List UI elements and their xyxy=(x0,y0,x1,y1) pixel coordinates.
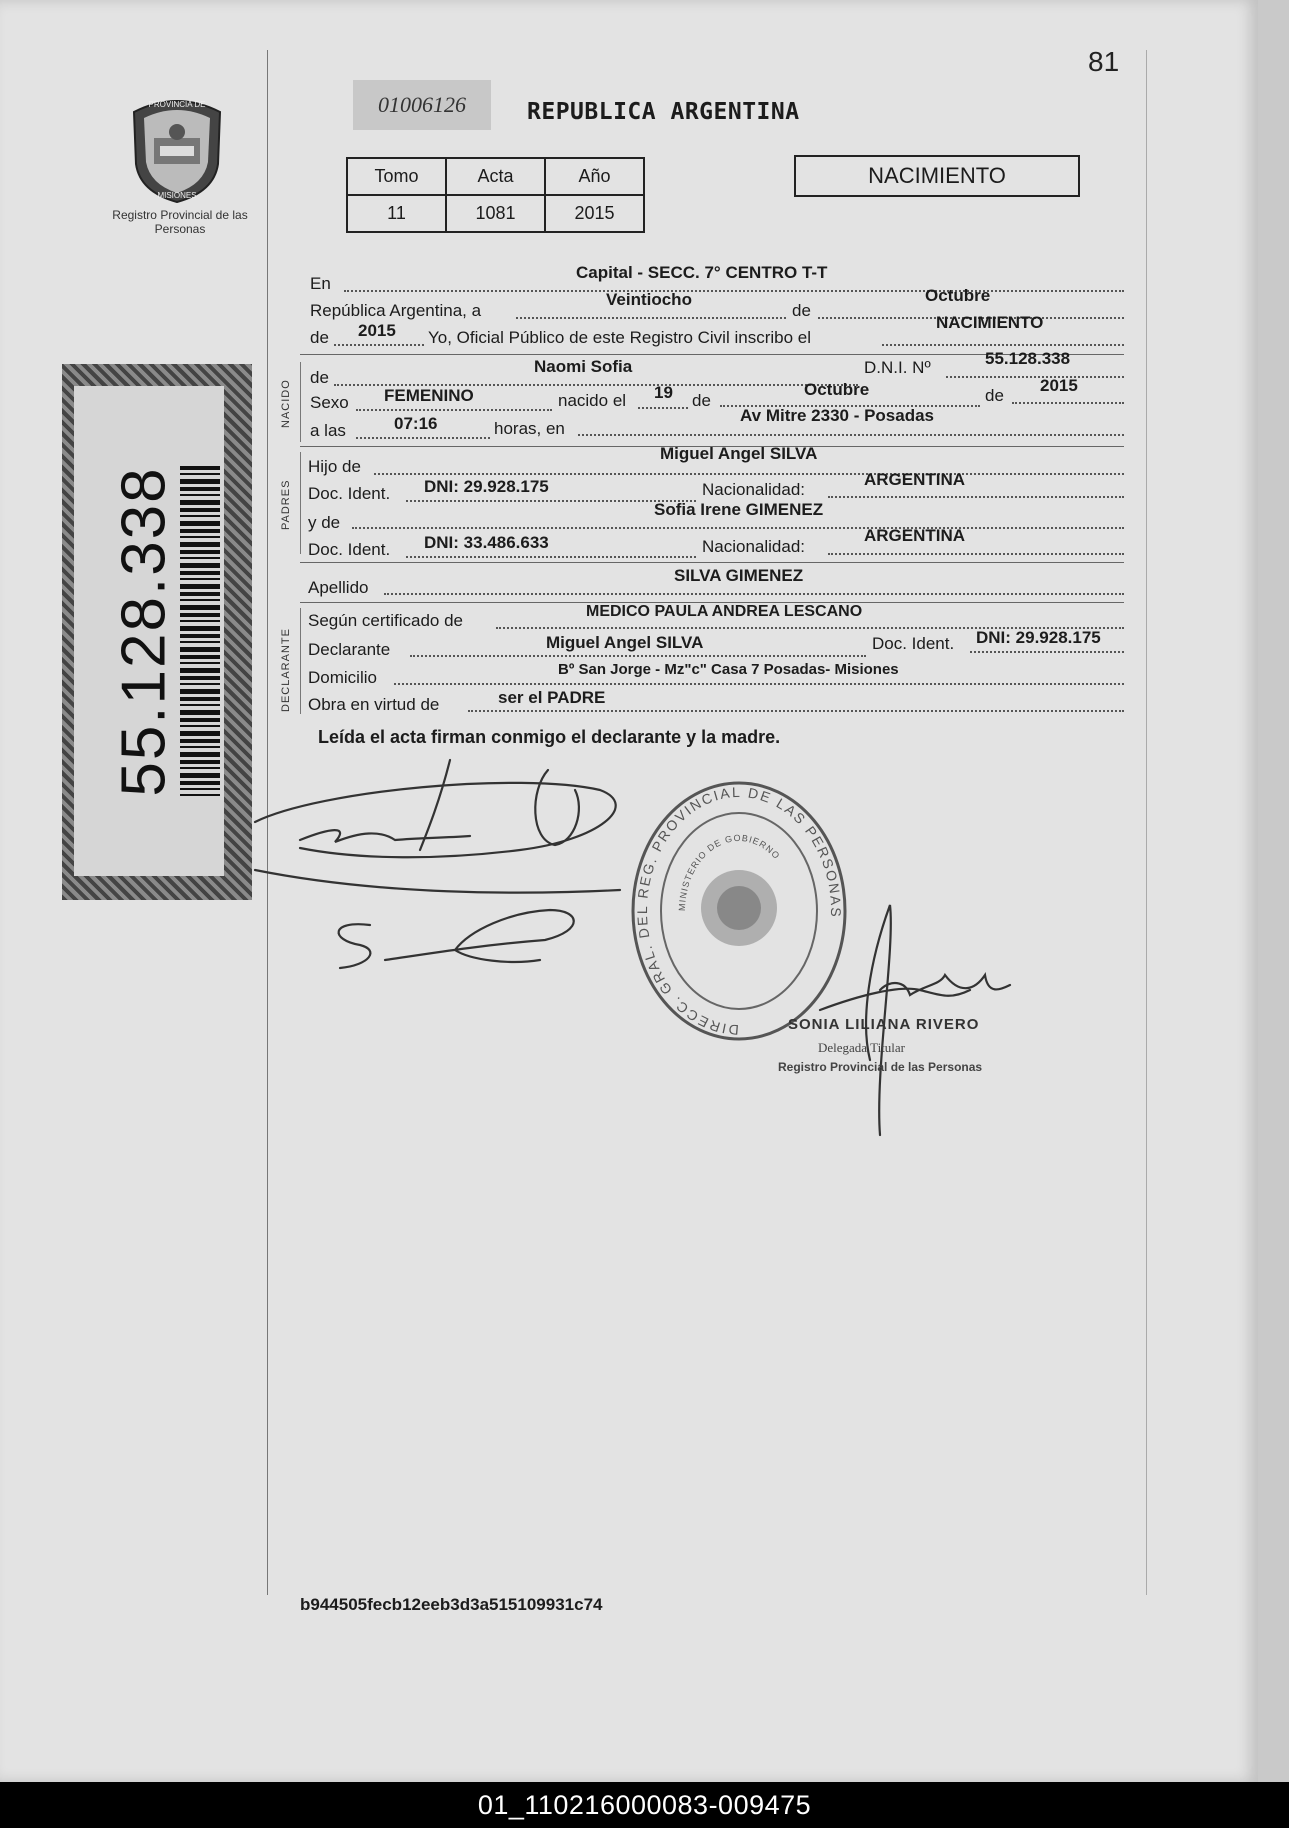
nacionalidad2-label: Nacionalidad: xyxy=(702,537,806,556)
signer-registry: Registro Provincial de las Personas xyxy=(778,1060,983,1074)
official-seal xyxy=(630,780,848,1042)
horas-label: horas, en xyxy=(494,419,565,438)
barcode-number: 55.128.338 xyxy=(109,466,179,797)
anio-value: 2015 xyxy=(358,321,396,340)
en-value: Capital - SECC. 7° CENTRO T-T xyxy=(576,263,828,282)
nacido-anio: 2015 xyxy=(1040,376,1078,395)
docident2-label: Doc. Ident. xyxy=(308,540,391,559)
yde-label: y de xyxy=(308,513,341,532)
obra-value: ser el PADRE xyxy=(498,688,606,707)
lugar-value: Av Mitre 2330 - Posadas xyxy=(740,406,935,425)
nacido-mes: Octubre xyxy=(804,380,870,399)
declarante-label: Declarante xyxy=(308,640,391,659)
anio-value: 2015 xyxy=(545,195,644,232)
anio-header: Año xyxy=(545,158,644,195)
document-hash: b944505fecb12eeb3d3a515109931c74 xyxy=(300,1595,603,1614)
de5-label: de xyxy=(985,386,1004,405)
alas-label: a las xyxy=(310,421,346,440)
section-label-padres: PADRES xyxy=(280,479,292,530)
docident3-label: Doc. Ident. xyxy=(872,634,955,653)
closing-statement: Leída el acta firman conmigo el declarante y la madre. xyxy=(318,727,781,747)
logo-caption: Registro Provincial de las Personas xyxy=(112,208,248,236)
de-label: de xyxy=(792,301,811,320)
nacido-label: nacido el xyxy=(558,391,627,410)
hora-value: 07:16 xyxy=(394,414,438,433)
signer-name: SONIA LILIANA RIVERO xyxy=(788,1016,980,1033)
image-id-bar: 01_110216000083-009475 xyxy=(0,1782,1289,1828)
apellido-value: SILVA GIMENEZ xyxy=(674,566,804,585)
document-title: REPUBLICA ARGENTINA xyxy=(527,99,800,125)
record-type-box: NACIMIENTO xyxy=(794,155,1080,197)
acta-value: 1081 xyxy=(446,195,545,232)
de3-label: de xyxy=(310,368,329,387)
padre-nac: ARGENTINA xyxy=(864,470,966,489)
obra-label: Obra en virtud de xyxy=(308,695,440,714)
de2-label: de xyxy=(310,328,329,347)
svg-text:MINISTERIO DE GOBIERNO: MINISTERIO DE GOBIERNO xyxy=(676,832,783,912)
mes-value: Octubre xyxy=(925,286,991,305)
madre-nac: ARGENTINA xyxy=(864,526,966,545)
tomo-header: Tomo xyxy=(347,158,446,195)
declarante-value: Miguel Angel SILVA xyxy=(546,633,704,652)
nacionalidad-label: Nacionalidad: xyxy=(702,480,806,499)
certificado-label: Según certificado de xyxy=(308,611,463,630)
sexo-value: FEMENINO xyxy=(384,386,474,405)
nacido-dia: 19 xyxy=(654,383,673,402)
section-label-nacido: NACIDO xyxy=(280,379,292,428)
declarante-doc: DNI: 29.928.175 xyxy=(976,628,1101,647)
domicilio-label: Domicilio xyxy=(308,668,377,687)
hijo-label: Hijo de xyxy=(308,457,361,476)
signer-role: Delegada Titular xyxy=(818,1040,906,1055)
republica-label: República Argentina, a xyxy=(310,301,482,320)
oficial-text: Yo, Oficial Público de este Registro Civil inscribo el xyxy=(428,328,811,347)
svg-text:MISIONES: MISIONES xyxy=(157,191,197,200)
docident-label: Doc. Ident. xyxy=(308,484,391,503)
madre-value: Sofia Irene GIMENEZ xyxy=(654,500,824,519)
sexo-label: Sexo xyxy=(310,393,349,412)
inscribo-value: NACIMIENTO xyxy=(936,313,1044,332)
acta-header: Acta xyxy=(446,158,545,195)
dia-value: Veintiocho xyxy=(606,290,692,309)
padre-doc: DNI: 29.928.175 xyxy=(424,477,549,496)
certificado-value: MEDICO PAULA ANDREA LESCANO xyxy=(586,603,863,620)
padre-value: Miguel Angel SILVA xyxy=(660,444,818,463)
svg-text:DIRECC. GRAL. DEL REG. PROVINC: DIRECC. GRAL. DEL REG. PROVINCIAL DE LAS PERSONAS xyxy=(633,783,845,1039)
nombre-value: Naomi Sofia xyxy=(534,357,633,376)
tomo-value: 11 xyxy=(347,195,446,232)
serial-stamp: 01006126 xyxy=(353,80,491,130)
apellido-label: Apellido xyxy=(308,578,369,597)
dni-label: D.N.I. Nº xyxy=(864,358,931,377)
madre-doc: DNI: 33.486.633 xyxy=(424,533,549,552)
domicilio-value: Bº San Jorge - Mz"c" Casa 7 Posadas- Misiones xyxy=(558,661,899,678)
dni-value: 55.128.338 xyxy=(985,349,1071,368)
section-label-declarante: DECLARANTE xyxy=(280,628,292,712)
de4-label: de xyxy=(692,391,711,410)
svg-text:PROVINCIA DE: PROVINCIA DE xyxy=(148,100,206,109)
page-number: 81 xyxy=(1088,46,1120,77)
en-label: En xyxy=(310,274,331,293)
